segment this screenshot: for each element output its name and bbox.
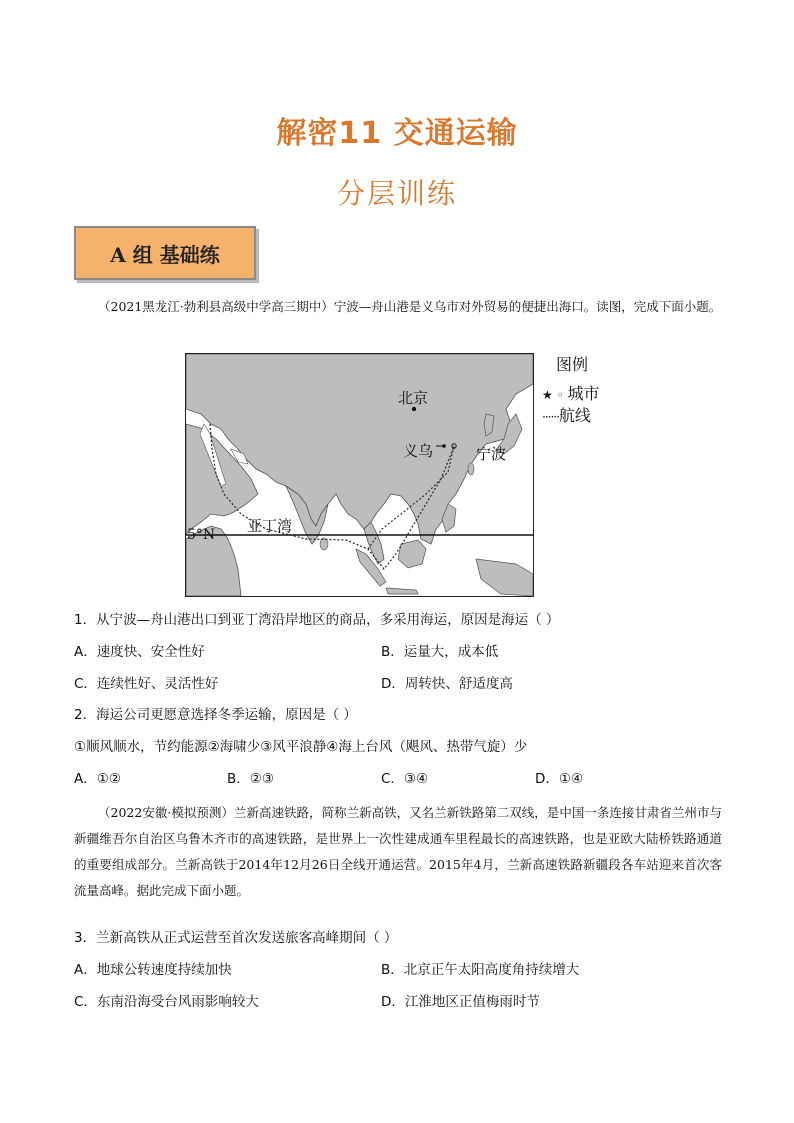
legend-route-row (542, 403, 591, 426)
q1-option-b: B．运量大，成本低 (381, 644, 499, 660)
q2-option-d: D．①④ (535, 771, 584, 787)
map-figure (185, 353, 534, 597)
question-3-stem: 3．兰新高铁从正式运营至首次发送旅客高峰期间（ ） (74, 930, 398, 946)
q2-option-c: C．③④ (381, 771, 429, 787)
question-2-statements: ①顺风顺水，节约能源②海啸少③风平浪静④海上台风（飓风、热带气旋）少 (74, 739, 528, 755)
legend-city-row (542, 381, 599, 404)
legend-city-label: 城市 (567, 384, 600, 403)
q3-option-b: B．北京正午太阳高度角持续增大 (381, 962, 580, 978)
q3-option-a: A．地球公转速度持续加快 (74, 962, 232, 978)
label-beijing: 北京 (398, 389, 429, 407)
question-2-stem: 2．海运公司更愿意选择冬季运输，原因是（ ） (74, 707, 357, 723)
map-svg (186, 354, 533, 596)
q3-option-c: C．东南沿海受台风雨影响较大 (74, 994, 259, 1010)
page-subtitle: 分层训练 (336, 177, 457, 210)
intro-paragraph-2: （2022安徽·模拟预测）兰新高速铁路，简称兰新高铁，又名兰新铁路第二双线，是中国一条连接甘肃省兰州市与新疆维吾尔自治区乌鲁木齐市的高速铁路，是世界上一次性建成通车里程最长的高速铁路，也是亚欧大陆桥铁路通道的重要组成部分。兰新高铁于2014年12月26日全线开通运营。2015年4月，兰新高速铁路新疆段各车站迎来首次客流量高峰。据此完成下面小题。 (74, 805, 722, 898)
label-yiwu: 义乌 (403, 442, 434, 460)
q3-option-d: D．江淮地区正值梅雨时节 (381, 994, 540, 1010)
legend-title: 图例 (556, 355, 589, 374)
page-title: 解密11 交通运输 (276, 116, 518, 151)
city-symbol-icon: ★ ◦ (542, 388, 568, 402)
route-symbol-icon: ······ (542, 410, 559, 424)
group-label-box: A 组 基础练 (74, 226, 256, 280)
q1-option-a: A．速度快、安全性好 (74, 644, 205, 660)
label-latitude-5n: 5°N (187, 527, 216, 543)
q1-option-d: D．周转快、舒适度高 (381, 676, 513, 692)
label-ningbo: 宁波 (476, 445, 507, 463)
intro-paragraph-1: （2021黑龙江·勃利县高级中学高三期中）宁波—舟山港是义乌市对外贸易的便捷出海口。读图，完成下面小题。 (98, 299, 722, 314)
label-aden-gulf: 亚丁湾 (247, 517, 293, 535)
q1-option-c: C．连续性好、灵活性好 (74, 676, 219, 692)
q2-option-a: A．①② (74, 771, 121, 787)
q2-option-b: B．②③ (227, 771, 274, 787)
question-1-stem: 1．从宁波—舟山港出口到亚丁湾沿岸地区的商品，多采用海运，原因是海运（ ） (74, 612, 560, 628)
legend-route-label: 航线 (558, 406, 591, 425)
